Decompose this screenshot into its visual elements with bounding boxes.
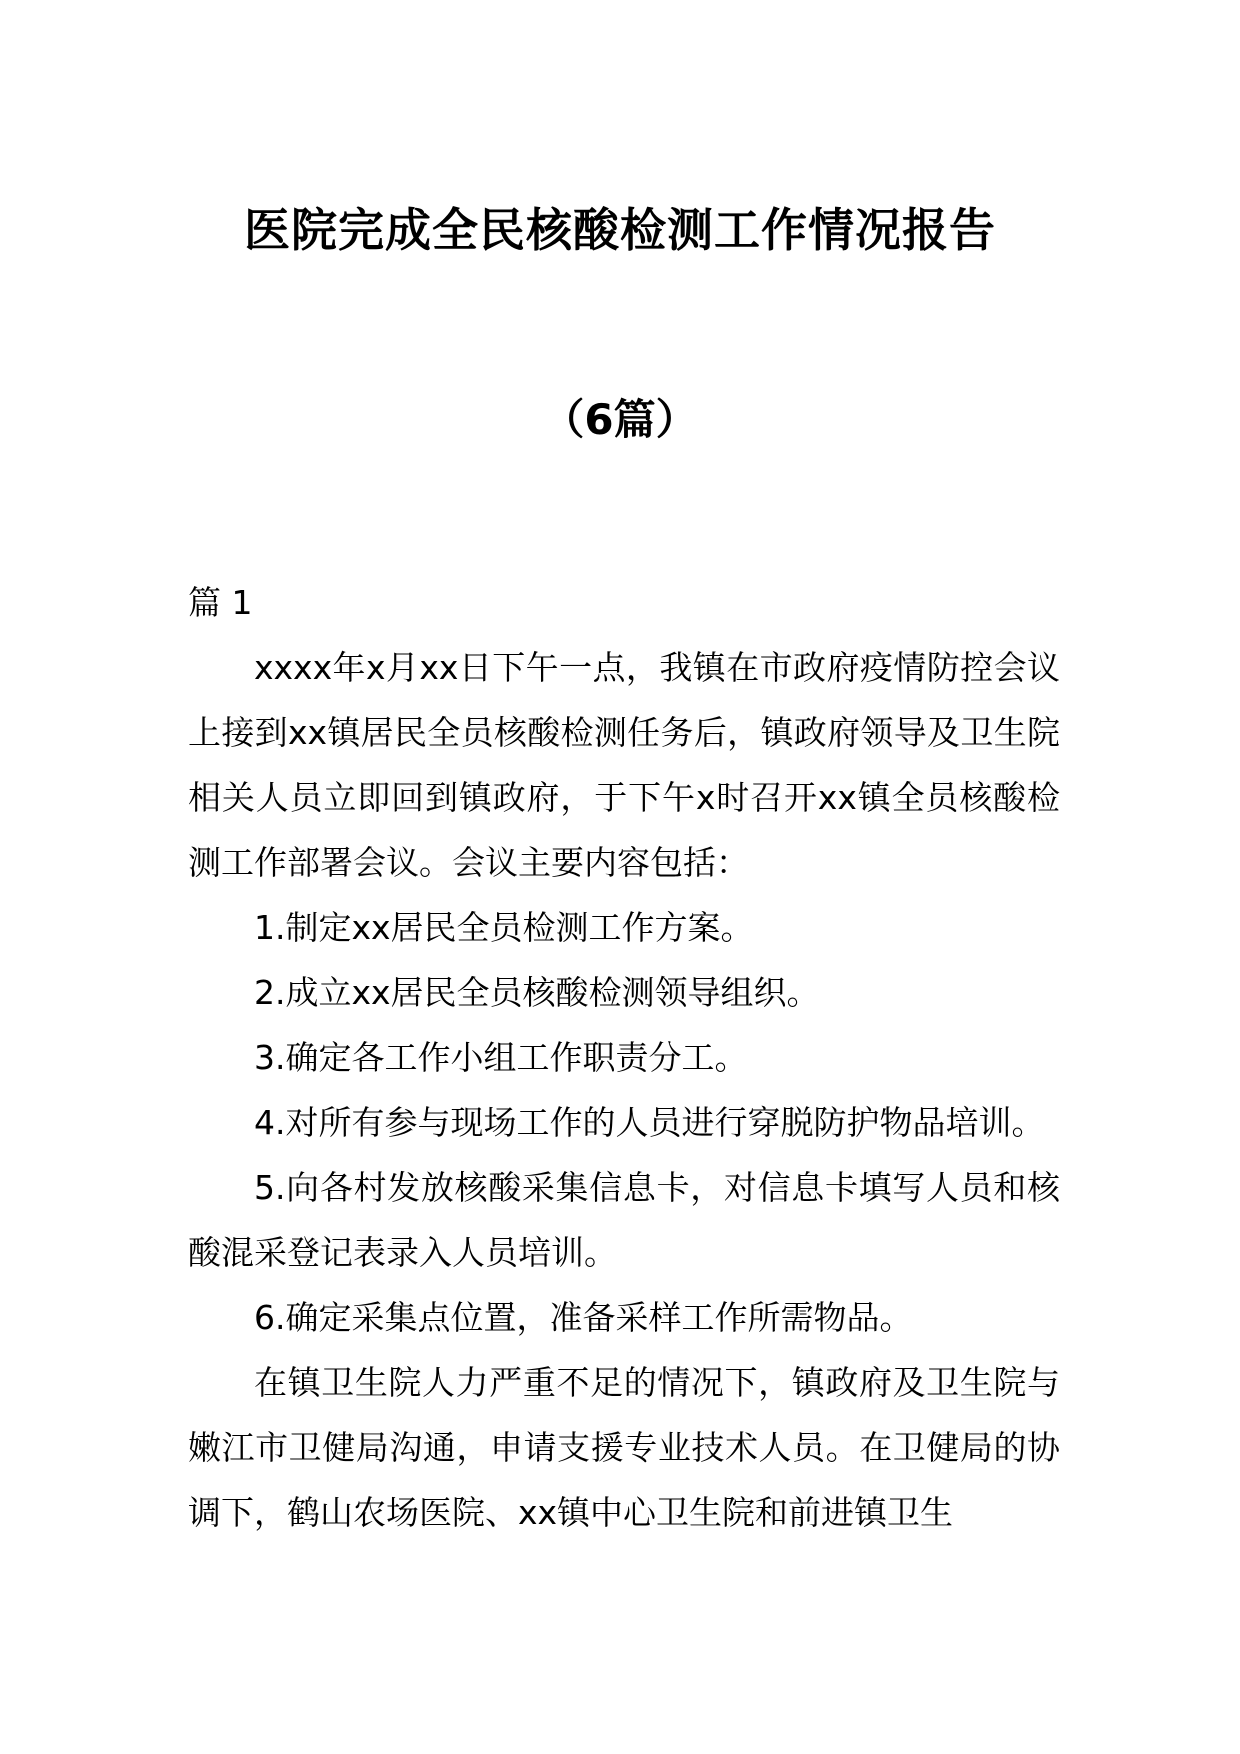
list-item: 6.确定采集点位置，准备采样工作所需物品。	[254, 1298, 913, 1337]
closing-paragraph: 在镇卫生院人力严重不足的情况下，镇政府及卫生院与嫩江市卫健局沟通，申请支援专业技术人员。在卫健局的协调下，鹤山农场医院、xx镇中心卫生院和前进镇卫生	[188, 1363, 1060, 1532]
document-subtitle: （6篇）	[542, 395, 698, 444]
list-item: 4.对所有参与现场工作的人员进行穿脱防护物品培训。	[254, 1103, 1045, 1142]
list-item: 5.向各村发放核酸采集信息卡，对信息卡填写人员和核酸混采登记表录入人员培训。	[188, 1168, 1060, 1272]
intro-paragraph: xxxx年x月xx日下午一点，我镇在市政府疫情防控会议上接到xx镇居民全员核酸检测任务后，镇政府领导及卫生院相关人员立即回到镇政府，于下午x时召开xx镇全员核酸检测工作部署会议。会议主要内容包括：	[188, 648, 1060, 882]
list-item: 3.确定各工作小组工作职责分工。	[254, 1038, 748, 1077]
document-body	[188, 570, 1060, 1545]
document-title: 医院完成全民核酸检测工作情况报告	[244, 203, 996, 257]
list-item: 2.成立xx居民全员核酸检测领导组织。	[254, 973, 820, 1012]
section-label: 篇 1	[188, 583, 253, 622]
list-item: 1.制定xx居民全员检测工作方案。	[254, 908, 754, 947]
